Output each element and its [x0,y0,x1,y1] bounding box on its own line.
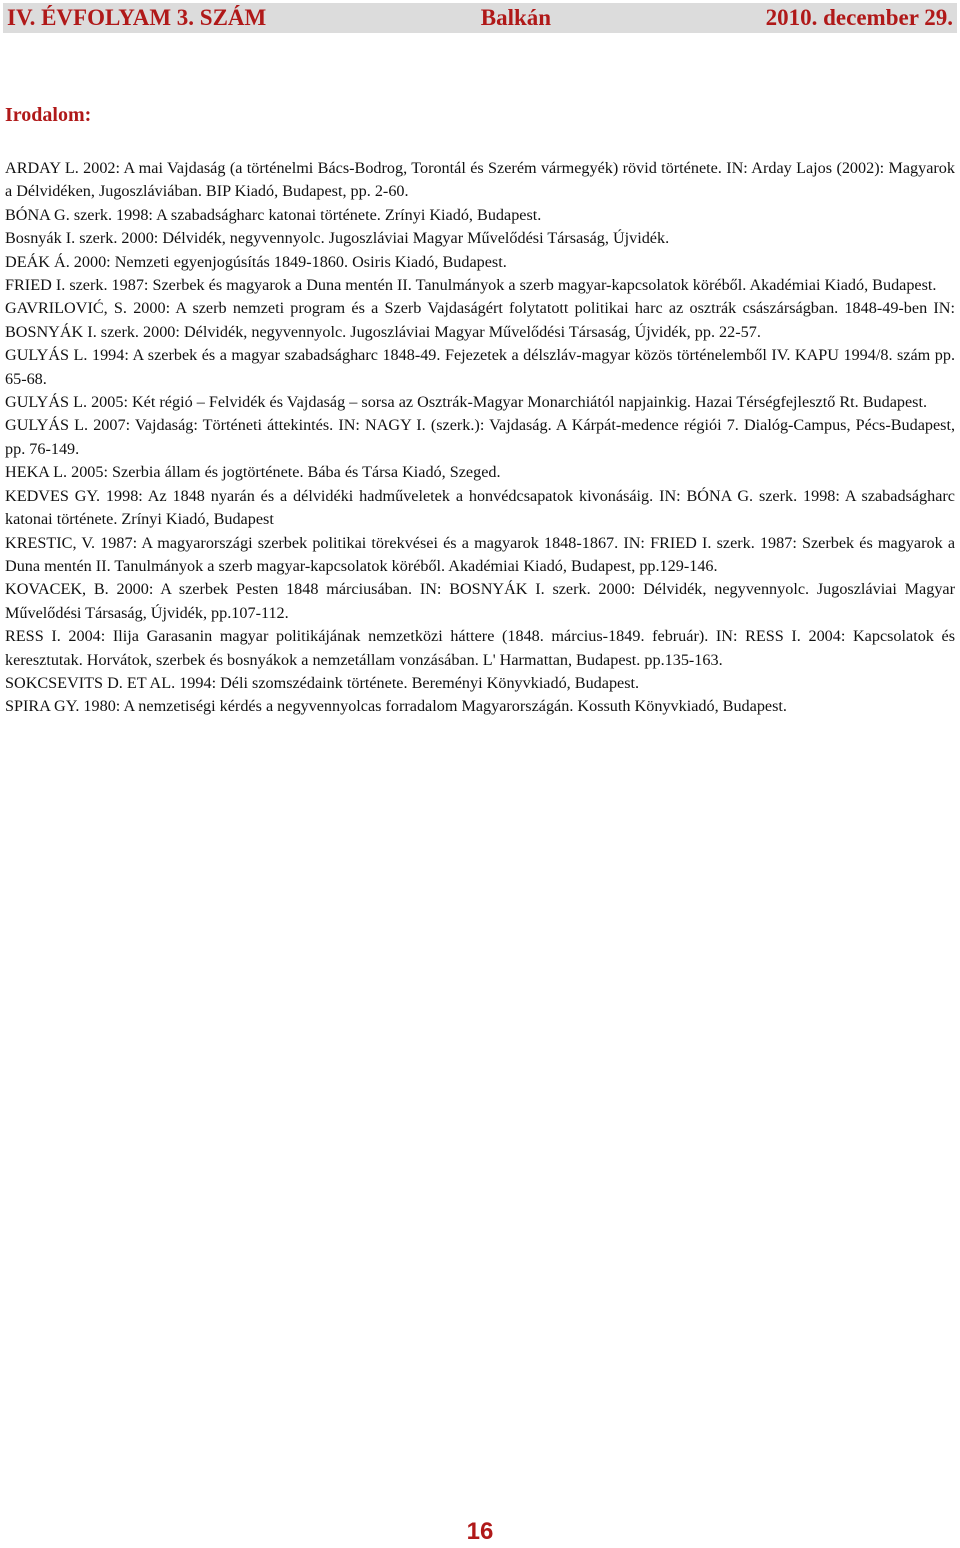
reference-item [5,625,955,672]
reference-author: GULYÁS L. [5,416,89,435]
reference-author: SPIRA GY. [5,697,80,716]
reference-item [5,414,955,461]
reference-list [5,157,955,719]
reference-author: KRESTIC, V. [5,533,96,552]
reference-item [5,532,955,579]
reference-author: RESS I. [5,627,61,646]
reference-text: 1987: A magyarországi szerbek politikai törekvései és a magyarok 1848-1867. IN: FRIED I. szerk. 1987: Szerbek és magyarok a Duna mentén II. Tanulmányok a szerb magyar-kapcsolatok köréből. Akadémiai Kiadó, Budapest, pp.129-146. [5,533,956,575]
page-header [3,3,957,33]
reference-text: 2000: Nemzeti egyenjogúsítás 1849-1860. Osiris Kiadó, Budapest. [69,252,507,271]
reference-item [5,204,955,227]
reference-item [5,672,955,695]
reference-item [5,578,955,625]
reference-author: KOVACEK, B. [5,580,109,599]
reference-author: GULYÁS L. [5,346,88,365]
reference-author: GULYÁS L. [5,393,88,412]
reference-author: GAVRILOVIĆ, S. [5,299,127,318]
reference-text: 2002: A mai Vajdaság (a történelmi Bács-Bodrog, Torontál és Szerém vármegyék) rövid története. IN: Arday Lajos (2002): Magyarok a Délvidéken, Jugoszláviában. BIP Kiadó, Budapest, pp. 2-60. [5,159,955,201]
reference-item [5,461,955,484]
reference-item [5,274,955,297]
header-date: 2010. december 29. [765,5,953,30]
reference-author: ARDAY L. [5,159,79,177]
reference-item [5,157,955,204]
reference-text: 1998: Az 1848 nyarán és a délvidéki hadműveletek a honvédcsapatok kivonásáig. IN: BÓNA G. szerk. 1998: A szabadságharc katonai története. Zrínyi Kiadó, Budapest [5,486,955,529]
reference-item [5,297,955,344]
reference-text: szerk. 2000: Délvidék, negyvennyolc. Jugoszláviai Magyar Művelődési Társaság, Újvidék. [75,229,670,248]
reference-item [5,227,955,250]
reference-author: SOKCSEVITS D. ET AL. [5,673,176,692]
reference-item [5,251,955,274]
reference-author: Bosnyák I. [5,229,76,248]
header-topic: Balkán [480,5,552,30]
header-volume: IV. ÉVFOLYAM 3. SZÁM [7,5,267,30]
reference-text: 2005: Szerbia állam és jogtörténete. Bába és Társa Kiadó, Szeged. [67,463,501,482]
reference-text: szerk. 1998: A szabadságharc katonai története. Zrínyi Kiadó, Budapest. [69,205,542,224]
reference-author: BÓNA G. [5,205,70,224]
reference-text: 2007: Vajdaság: Történeti áttekintés. IN: NAGY I. (szerk.): Vajdaság. A Kárpát-medence régiói 7. Dialóg-Campus, Pécs-Budapest, pp. 76-149. [5,416,956,458]
reference-text: 2005: Két régió – Felvidék és Vajdaság – sorsa az Osztrák-Magyar Monarchiától napjainkig. Hazai Térségfejlesztő Rt. Budapest. [87,393,928,412]
reference-item [5,485,955,532]
reference-item [5,695,955,718]
reference-text: 1994: Déli szomszédaink története. Bereményi Könyvkiadó, Budapest. [175,673,640,692]
reference-author: HEKA L. [5,463,68,482]
reference-text: 2000: A szerbek Pesten 1848 márciusában. IN: BOSNYÁK I. szerk. 2000: Délvidék, negyvennyolc. Jugoszláviai Magyar Művelődési Társaság, Újvidék, pp.107-112. [5,580,955,622]
reference-author: FRIED I. [5,276,66,295]
reference-author: DEÁK Á. [5,252,70,271]
reference-author: KEDVES GY. [5,486,101,505]
reference-text: 1980: A nemzetiségi kérdés a negyvennyolcas forradalom Magyarországán. Kossuth Könyvkiadó, Budapest. [79,697,787,716]
reference-item [5,344,955,391]
reference-text: 1994: A szerbek és a magyar szabadságharc 1848-49. Fejezetek a délszláv-magyar közös történelemből IV. KAPU 1994/8. szám pp. 65-68. [5,346,956,388]
reference-text: 2000: A szerb nemzeti program és a Szerb Vajdaságért folytatott politikai harc az osztrák császárságban. 1848-49-ben IN: BOSNYÁK I. szerk. 2000: Délvidék, negyvennyolc. Jugoszláviai Magyar Művelődési Társaság, Újvidék, pp. 22-57. [5,299,955,341]
reference-text: szerk. 1987: Szerbek és magyarok a Duna mentén II. Tanulmányok a szerb magyar-kapcsolatok köréből. Akadémiai Kiadó, Budapest. [65,276,937,295]
reference-item [5,391,955,414]
reference-text: 2004: Ilija Garasanin magyar politikájának nemzetközi háttere (1848. március-1849. február). IN: RESS I. 2004: Kapcsolatok és keresztutak. Horvátok, szerbek és bosnyákok a nemzetállam vonzásában. L' Harmattan, Budapest. pp.135-163. [5,627,955,669]
section-title: Irodalom: [5,104,92,126]
page-number: 16 [466,1518,494,1545]
